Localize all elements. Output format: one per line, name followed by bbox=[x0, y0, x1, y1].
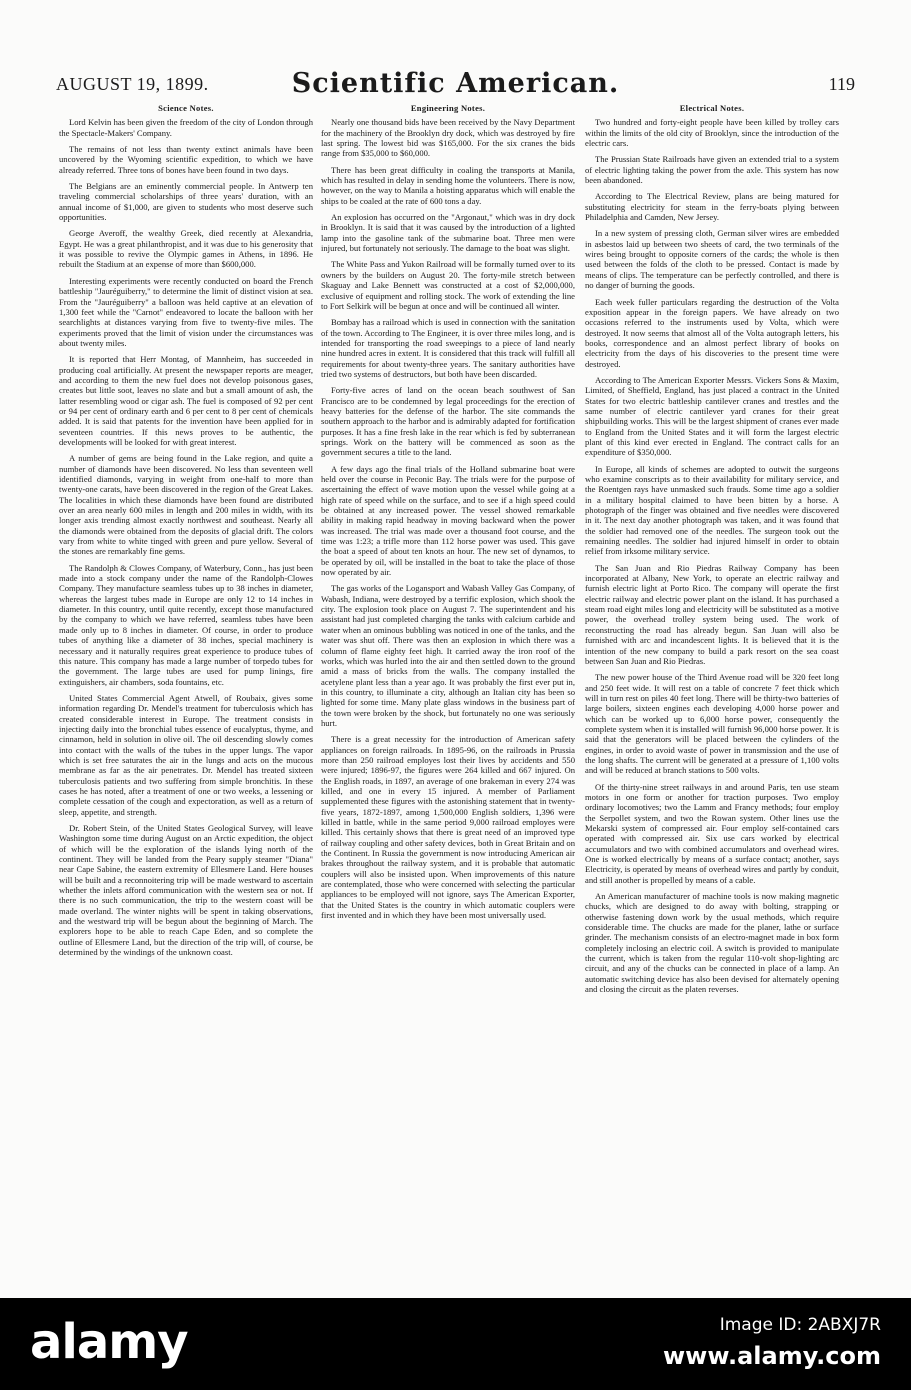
article-paragraph: The White Pass and Yukon Railroad will be formally turned over to its owners by the builders on August 20. The forty-mile stretch between Skaguay and Lake Bennett was constructed at a cost of $2,000,000, exclusive of equipment and rolling stock. The work of extending the line to Fort Selkirk will be begun at once and will be continued all winter. bbox=[321, 259, 575, 311]
article-paragraph: George Averoff, the wealthy Greek, died recently at Alexandria, Egypt. He was a great philanthropist, and it was due to his generosity that it was possible to revive the Olympic games in Athens, in 1896. He rebuilt the Stadium at an expense of more than $600,000. bbox=[59, 228, 313, 270]
article-paragraph: In Europe, all kinds of schemes are adopted to outwit the surgeons who examine conscripts as to their availability for military service, and the Roentgen rays have unmasked such frauds. Some time ago a soldier in a military hospital claimed to have been bitten by a horse. A photograph of the finger was obtained and five needles were discovered in it. The next day another photograph was taken, and it was found that the soldier had removed one of the needles. The surgeon took out the remaining needles. The soldier had injured himself in order to obtain relief from irksome military service. bbox=[585, 463, 839, 557]
article-paragraph: It is reported that Herr Montag, of Mannheim, has succeeded in producing coal artificially. At present the newspaper reports are meager, and according to them the new fuel does not develop poisonous gases, creates but little soot, leaves no slate and but a small amount of ash, the latter resembling wood or cigar ash. The fuel is composed of 92 per cent or 94 per cent of ordinary earth and 6 per cent to 8 per cent of chemicals added. It is said that patents for the invention have been applied for in seventeen countries. If this news proves to be authentic, the developments will be looked for with great interest. bbox=[59, 354, 313, 447]
article-paragraph: Lord Kelvin has been given the freedom of the city of London through the Spectacle-Makers' Company. bbox=[59, 117, 313, 138]
article-paragraph: The remains of not less than twenty extinct animals have been uncovered by the Wyoming scientific expedition, to which we have already referred. Three tons of bones have been found in two days. bbox=[59, 144, 313, 175]
article-paragraph: Each week fuller particulars regarding the destruction of the Volta exposition appear in the foreign papers. We have already on two occasions referred to the instruments used by Volta, which were destroyed. It now seems that almost all of the Volta autograph letters, his books, correspondence and an almost perfect library of books on electricity from the days of his discoveries to the present time were destroyed. bbox=[585, 296, 839, 369]
column-science-notes bbox=[59, 103, 313, 1298]
article-paragraph: Nearly one thousand bids have been received by the Navy Department for the machinery of the Brooklyn dry dock, which was destroyed by fire last spring. The lowest bid was $165,000. For the six cranes the bids range from $35,000 to $60,000. bbox=[321, 117, 575, 159]
article-paragraph: There is a great necessity for the introduction of American safety appliances on foreign railroads. In 1895-96, on the railroads in Prussia more than 250 railroad employes lost their lives by accidents and 550 were injured; 1896-97, the figures were 264 killed and 667 injured. On the English roads, in 1897, an average of one brakeman in every 274 was killed, and one in every 15 injured. A member of Parliament supplemented these figures with the astonishing statement that in twenty-five years, 1872-1897, among 1,500,000 English soldiers, 1,396 were killed in battle, while in the same period 9,000 railroad employes were killed. This certainly shows that there is great need of an improved type of railway coupling and other safety devices, both in Great Britain and on the Continent. In Russia the government is now introducing American air brakes throughout the railway system, and it is probable that automatic couplers will also be insisted upon. When improvements of this nature are contemplated, those who were concerned with selecting the particular appliances to be employed will not ignore, says The American Exporter, that the United States is the country in which automatic couplers were first invented and in which they have been most universally used. bbox=[321, 734, 575, 921]
watermark-banner bbox=[0, 1298, 911, 1390]
article-paragraph: The Belgians are an eminently commercial people. In Antwerp ten traveling commercial scholarships of three years' duration, with an annual income of $1,000, are given to students who most deserve such opportunities. bbox=[59, 181, 313, 223]
article-paragraph: An explosion has occurred on the "Argonaut," which was in dry dock in Brooklyn. It is said that it was caused by the introduction of a lighted lamp into the gasoline tank of the submarine boat. Three men were injured, but fortunately not seriously. The damage to the boat was slight. bbox=[321, 212, 575, 254]
article-paragraph: The Prussian State Railroads have given an extended trial to a system of electric lighting taking the power from the axle. This system has now been abandoned. bbox=[585, 154, 839, 186]
section-heading: Engineering Notes. bbox=[410, 103, 486, 113]
image-id-label: Image ID: 2ABXJ7R bbox=[719, 1315, 881, 1335]
publication-title: Scientific American. bbox=[291, 68, 620, 99]
section-heading: Electrical Notes. bbox=[679, 103, 745, 113]
article-paragraph: The San Juan and Rio Piedras Railway Company has been incorporated at Albany, New York, to operate an electric railway and furnish electric light at Porto Rico. The company will operate the first electric railway and electric power plant on the island. It has purchased a steam road eight miles long and electricity will be substituted as a motive power, the overhead trolley system being used. The work of reconstructing the road has already begun. San Juan will also be furnished with arc and incandescent lights. It is believed that it is the intention of the new company to build a park resort on the sea coast between San Juan and Rio Piedras. bbox=[585, 562, 839, 666]
article-paragraph: The Randolph & Clowes Company, of Waterbury, Conn., has just been made into a stock company under the name of the Randolph-Clowes Company. They manufacture seamless tubes up to 38 inches in diameter, whereas the largest tubes made in Europe are only 12 to 14 inches in diameter. In this country, until quite recently, except those manufactured by the company to which we have referred, seamless tubes have been made only up to 8 inches in diameter. Of course, in order to produce tubes of anything like a diameter of 38 inches, special machinery is necessary and it naturally requires great experience to produce tubes of this nature. This company has made a large number of torpedo tubes for the government. The large tubes are used for pump linings, fire extinguishers, air chambers, soda fountains, etc. bbox=[59, 562, 313, 687]
article-paragraph: According to The American Exporter Messrs. Vickers Sons & Maxim, Limited, of Sheffield, England, has just placed a contract in the United States for two electric battleship cantilever cranes and trestles and the same number of electric cantilever yard cranes for their great shipbuilding works. This will be the largest shipment of cranes ever made to England from the United States and it will form the largest electric plant of this kind ever erected in England. The contract calls for an expenditure of $350,000. bbox=[585, 374, 839, 458]
column-electrical-notes bbox=[585, 103, 839, 1298]
article-paragraph: Dr. Robert Stein, of the United States Geological Survey, will leave Washington some time during August on an Arctic expedition, the object of which will be the exploration of the islands lying north of the continent. They will be landed from the Peary supply steamer "Diana" near Cape Sabine, the eastern extremity of Ellesmere Land. Here houses will be built and a reconnoitering trip will be made westward to ascertain whether the inlets afford communication with the western sea or not. If there is no such communication, the trip to the western coast will be made overland. The winter nights will be spent in taking observations, and the westward trip will be begun about the beginning of March. The explorers hope to be able to reach Cape Eden, and so complete the outline of Ellesmere Land, but the direction of the trip will, of course, be determined by the windings of the unknown coast. bbox=[59, 823, 313, 958]
issue-date: AUGUST 19, 1899. bbox=[56, 74, 209, 94]
article-paragraph: Forty-five acres of land on the ocean beach southwest of San Francisco are to be condemned by legal proceedings for the erection of heavy batteries for the defense of the harbor. The site commands the southern approach to the harbor and is admirably adapted for fortification purposes. It has a fine fresh lake in the rear which is fed by subterranean springs. Work on the battery will be commenced as soon as the government secures a title to the land. bbox=[321, 385, 575, 458]
page-number: 119 bbox=[828, 74, 855, 94]
section-heading: Science Notes. bbox=[158, 103, 214, 113]
article-paragraph: The new power house of the Third Avenue road will be 320 feet long and 250 feet wide. It will rest on a table of concrete 7 feet thick which will in turn rest on piles 40 feet long. There will be thirty-two batteries of large boilers, sixteen engines each developing 4,000 horse power and which can be worked up to 6,000 horse power, consequently the complete system when it is installed will furnish 96,000 horse power. It is said that the generators will be placed between the cylinders of the engines, in order to avoid waste of power in transmission and the use of the long shafts. The current will be generated at a pressure of 1,100 volts and will be reduced at branch stations to 500 volts. bbox=[585, 672, 839, 776]
article-paragraph: In a new system of pressing cloth, German silver wires are embedded in asbestos laid up between two sheets of card, the two terminals of the wires being brought to opposite corners of the cards; the whole is then used between the folds of the cloth to be pressed. Contact is made by means of clips. The temperature can be perfectly controlled, and there is no danger of burning the goods. bbox=[585, 228, 839, 291]
brand-logo: alamy bbox=[30, 1314, 188, 1370]
column-engineering-notes bbox=[321, 103, 575, 1298]
article-paragraph: Of the thirty-nine street railways in and around Paris, ten use steam motors in one form or another for traction purposes. Two employ ordinary locomotives; two the Lamm and Francy methods; four employ the Serpollet system, and two the Rowan system. Other lines use the Mekarski system of compressed air. Four employ self-contained cars operated with compressed air. Six use cars worked by electrical accumulators and two with combined accumulators and overhead wires. One is worked electrically by means of a surface contact; another, says Electricity, is operated by means of overhead wires and partly by conduit, and still another is propelled by means of a cable. bbox=[585, 781, 839, 885]
article-paragraph: Two hundred and forty-eight people have been killed by trolley cars within the limits of the old city of Brooklyn, since the introduction of the electric cars. bbox=[585, 117, 839, 149]
article-paragraph: The gas works of the Logansport and Wabash Valley Gas Company, of Wabash, Indiana, were destroyed by a terrific explosion, which shook the city. The explosion took place on August 7. The superintendent and his assistant had just completed charging the tanks with calcium carbide and water when an ominous bubbling was noticed in one of the tanks, and the water was shut off. There was then an explosion in which there was a column of flame eighty feet high. It carried away the iron roof of the works, which was hurled into the air and then settled down to the ground amid a mass of bricks from the walls. The company installed the acetylene plant less than a year ago. It was probably the first ever put in, in this country, to illuminate a city, although an Italian city has been so lighted for some time. Many plate glass windows in the business part of the town were broken by the shock, but fortunately no one was seriously hurt. bbox=[321, 583, 575, 728]
article-paragraph: An American manufacturer of machine tools is now making magnetic chucks, which are designed to do away with bolting, strapping or otherwise fastening down work by the usual methods, which require considerable time. The chucks are made for the planer, lathe or surface grinder. The mechanism consists of an electro-magnet made in box form completely inclosing an electric coil. A switch is provided to manipulate the current, which is taken from the regular 110-volt shop-lighting arc circuit, and any of the chucks can be connected in place of a lamp. An automatic switching device has also been devised for alternately opening and closing the circuit as the platen reverses. bbox=[585, 891, 839, 995]
article-paragraph: According to The Electrical Review, plans are being matured for substituting electricity for steam in the ferry-boats plying between Philadelphia and Camden, New Jersey. bbox=[585, 191, 839, 223]
article-paragraph: Interesting experiments were recently conducted on board the French battleship "Jauréguiberry," to determine the limit of distinct vision at sea. From the "Jauréguiberry" a balloon was held captive at an elevation of 1,300 feet while the "Carnot" endeavored to locate the balloon with her searchlights at distances varying from five to twenty-five miles. The experiments proved that the limit of vision under the circumstances was about twenty miles. bbox=[59, 275, 313, 348]
article-paragraph: There has been great difficulty in coaling the transports at Manila, which has resulted in delay in sending home the volunteers. There is now, however, on the way to Manila a hoisting apparatus which will enable the ships to be coaled at the rate of 600 tons a day. bbox=[321, 164, 575, 206]
site-url[interactable]: www.alamy.com bbox=[662, 1342, 881, 1370]
masthead bbox=[56, 68, 855, 104]
article-paragraph: United States Commercial Agent Atwell, of Roubaix, gives some information regarding Dr. Mendel's treatment for tuberculosis which has created considerable interest in Europe. The treatment consists in injecting daily into the bronchial tubes essence of eucalyptus, thyme, and cinnamon, held in solution in olive oil. The oil descending slowly comes into contact with the walls of the tubes in the upper lungs. The vapor which is set free saturates the air in the lungs and acts on the mucous membrane as far as the air penetrates. Dr. Mendel has treated sixteen tuberculosis patients and two suffering from simple bronchitis. In these cases he has noted, after a treatment of one or two weeks, a lessening or complete cessation of the cough and expectoration, as well as a return of sleep, appetite, and strength. bbox=[59, 692, 313, 817]
article-paragraph: Bombay has a railroad which is used in connection with the sanitation of the town. According to The Engineer, it is over three miles long, and is intended for transporting the road sweepings to a piece of land nearly nine hundred acres in extent. It is considered that this track will fulfill all requirements for about twenty-three years. The sanitary authorities have tried two systems of destructors, but both have been discarded. bbox=[321, 317, 575, 379]
article-paragraph: A number of gems are being found in the Lake region, and quite a number of diamonds have been discovered. No less than seventeen well identified diamonds, varying in weight from one-half to more than twenty-one carats, have been discovered in the region of the Great Lakes. The localities in which these diamonds have been found are distributed over an area nearly 600 miles in length and 200 miles in width, with its longer axis trending almost exactly northwest and southeast. Nearly all the diamonds were obtained from the deposits of glacial drift. The colors vary from white to white tinged with green and pure yellow. Several of the stones are remarkably fine gems. bbox=[59, 453, 313, 557]
article-paragraph: A few days ago the final trials of the Holland submarine boat were held over the course in Peconic Bay. The trials were for the purpose of ascertaining the effect of wave motion upon the vessel while going at a high rate of speed while on the surface, and to see if a high speed could be obtained at any increased power. The vessel showed remarkable ability in making rapid headway in moving backward when the power was increased. The trial was made over a thousand foot course, and the time was 1:23; a trifle more than 112 horse power was used. This gave the boat a speed of about ten knots an hour. The new set of dynamos, to be operated by oil, will be installed in the boat to take the place of those now operated by air. bbox=[321, 463, 575, 578]
